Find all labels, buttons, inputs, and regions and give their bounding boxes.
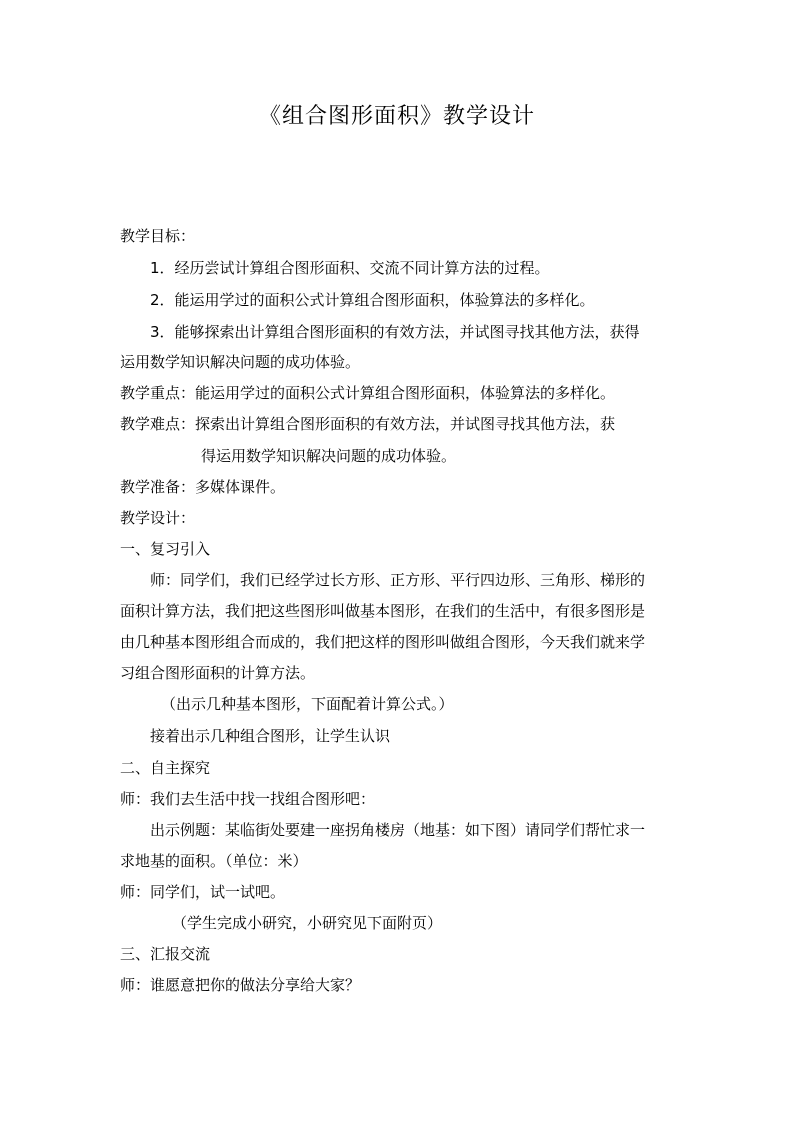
- teaching-preparation: 教学准备：多媒体课件。: [120, 478, 286, 496]
- section-1-heading: 一、复习引入: [120, 540, 211, 558]
- teaching-design-heading: 教学设计：: [120, 509, 196, 527]
- goal-1: 1．经历尝试计算组合图形面积、交流不同计算方法的过程。: [150, 259, 550, 277]
- teaching-goals-heading: 教学目标：: [120, 227, 196, 245]
- student-study-note: （学生完成小研究，小研究见下面附页）: [172, 914, 443, 932]
- difficult-points-continued: 得运用数学知识解决问题的成功体验。: [201, 447, 457, 465]
- paragraph-2-line-1: 师：我们去生活中找一找组合图形吧：: [120, 790, 376, 808]
- goal-3-continued: 运用数学知识解决问题的成功体验。: [120, 353, 361, 371]
- combined-shapes-note: 接着出示几种组合图形，让学生认识: [150, 727, 391, 745]
- paragraph-1-line-1: 师：同学们，我们已经学过长方形、正方形、平行四边形、三角形、梯形的: [150, 571, 646, 589]
- basic-shapes-note: （出示几种基本图形，下面配着计算公式。）: [161, 695, 454, 713]
- goal-3: 3．能够探索出计算组合图形面积的有效方法，并试图寻找其他方法，获得: [150, 323, 640, 341]
- paragraph-1-line-4: 习组合图形面积的计算方法。: [120, 664, 316, 682]
- section-3-heading: 三、汇报交流: [120, 945, 211, 963]
- example-line-1: 出示例题：某临街处要建一座拐角楼房（地基：如下图）请同学们帮忙求一: [150, 821, 646, 839]
- key-points: 教学重点：能运用学过的面积公式计算组合图形面积，体验算法的多样化。: [120, 384, 616, 402]
- section-2-heading: 二、自主探究: [120, 759, 211, 777]
- difficult-points: 教学难点：探索出计算组合图形面积的有效方法，并试图寻找其他方法，获: [120, 415, 616, 433]
- paragraph-2-line-2: 师：同学们，试一试吧。: [120, 883, 286, 901]
- document-title: 《组合图形面积》教学设计: [258, 104, 535, 129]
- example-line-2: 求地基的面积。（单位：米）: [120, 852, 308, 870]
- goal-2: 2．能运用学过的面积公式计算组合图形面积，体验算法的多样化。: [150, 291, 595, 309]
- paragraph-1-line-3: 由几种基本图形组合而成的，我们把这样的图形叫做组合图形，今天我们就来学: [120, 633, 646, 651]
- paragraph-1-line-2: 面积计算方法，我们把这些图形叫做基本图形，在我们的生活中，有很多图形是: [120, 602, 646, 620]
- paragraph-3-line-1: 师：谁愿意把你的做法分享给大家？: [120, 976, 361, 994]
